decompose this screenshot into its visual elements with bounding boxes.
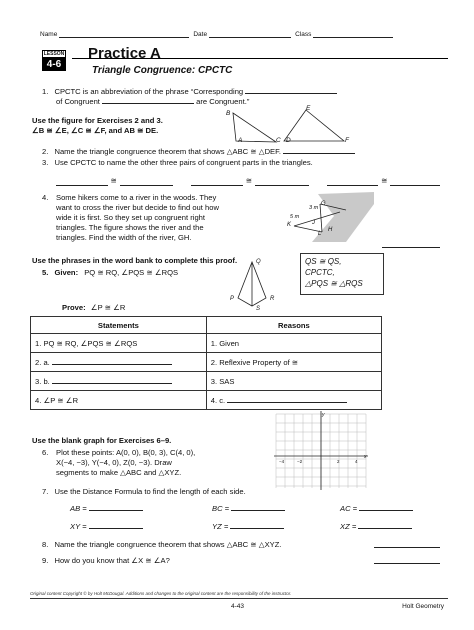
word-bank [300, 253, 384, 295]
statement-cell [31, 372, 207, 391]
question-9 [42, 556, 170, 566]
statements-header: Statements [31, 317, 207, 334]
congruent-symbol: ≅ [245, 176, 253, 185]
dist-xy-blank[interactable] [89, 521, 143, 529]
q3-number: 3. [42, 158, 49, 167]
q4-answer-blank[interactable] [382, 240, 440, 248]
q5-given: PQ ≅ RQ, ∠PQS ≅ ∠RQS [84, 268, 179, 277]
dist-yz [212, 521, 284, 532]
section-2-3-given: ∠B ≅ ∠E, ∠C ≅ ∠F, and AB ≅ DE. [32, 126, 159, 135]
dist-label: AC = [340, 504, 358, 513]
lesson-badge [42, 50, 66, 71]
q4-number: 4. [42, 193, 49, 202]
q4-line: wide it is first. So they set up congruent right [56, 213, 205, 222]
question-4 [42, 193, 48, 203]
q4-text [56, 193, 278, 243]
q2-number: 2. [42, 147, 49, 156]
coordinate-graph[interactable] [270, 408, 370, 492]
dist-bc [212, 503, 285, 514]
question-2 [42, 146, 355, 157]
word-bank-item: △PQS ≅ △RQS [305, 279, 363, 288]
table-row [31, 353, 382, 372]
date-field[interactable] [209, 30, 291, 38]
dist-label: AB = [70, 504, 87, 513]
section-2-3-heading: Use the figure for Exercises 2 and 3. [32, 116, 163, 125]
statement-text: 2. a. [35, 358, 50, 367]
q1-blank-1[interactable] [245, 86, 337, 94]
footer-rule [30, 598, 448, 599]
q4-answer [382, 240, 440, 251]
label-f: F [345, 137, 349, 144]
label-e: E [306, 105, 311, 112]
river-j: J [312, 220, 315, 226]
q3-answer-row [56, 176, 440, 186]
q4-line: Some hikers come to a river in the woods. They [56, 193, 217, 202]
q9-answer-blank[interactable] [374, 556, 440, 564]
q6-line: Plot these points: A(0, 0), B(0, 3), C(4, 0), [56, 448, 196, 457]
name-field[interactable] [59, 30, 189, 38]
dist-yz-blank[interactable] [230, 521, 284, 529]
q5-prove-text: ∠P ≅ ∠R [90, 303, 126, 312]
page-title: Practice A [88, 45, 161, 62]
proof-header-row [31, 317, 382, 334]
q8-text: Name the triangle congruence theorem that shows △ABC ≅ △XYZ. [54, 540, 282, 549]
q5-prove [62, 303, 125, 313]
table-row [31, 391, 382, 410]
dist-xz-blank[interactable] [358, 521, 412, 529]
dist-ac [340, 503, 413, 514]
copyright-note: Original content Copyright © by Holt McDougal. Additions and changes to the original content are the responsibility of the instructor. [30, 591, 292, 596]
q5-prove-label: Prove: [62, 303, 86, 312]
name-label: Name [40, 31, 58, 38]
q4-line: triangles. The figure shows the river and the [56, 223, 204, 232]
page-number: 4-43 [231, 603, 245, 610]
reason-cell [206, 391, 381, 410]
dist-label: YZ = [212, 522, 229, 531]
dist-label: BC = [212, 504, 230, 513]
river-k: K [287, 222, 292, 228]
q3-blank-6[interactable] [390, 178, 440, 186]
kite-q: Q [256, 259, 261, 265]
question-8 [42, 540, 281, 550]
q4-line: want to cross the river but decide to find out how [56, 203, 219, 212]
lesson-number: 4-6 [42, 58, 66, 71]
word-bank-item: QS ≅ QS, [305, 257, 342, 266]
river-l: L [318, 231, 322, 237]
statement-cell: 1. PQ ≅ RQ, ∠PQS ≅ ∠RQS [31, 334, 207, 353]
dist-label: XY = [70, 522, 87, 531]
congruent-symbol: ≅ [381, 176, 388, 185]
q6-number: 6. [42, 448, 49, 457]
q1-text-b: of Congruent [56, 97, 100, 106]
q3-blank-1[interactable] [56, 178, 108, 186]
q8-answer-blank[interactable] [374, 540, 440, 548]
blank-c[interactable] [227, 395, 347, 403]
q3-blank-4[interactable] [255, 178, 309, 186]
reason-cell: 2. Reflexive Property of ≅ [206, 353, 381, 372]
q3-blank-3[interactable] [191, 178, 243, 186]
q6-line: segments to make △ABC and △XYZ. [56, 468, 182, 477]
dist-bc-blank[interactable] [231, 503, 285, 511]
q3-blank-2[interactable] [120, 178, 174, 186]
kite-p: P [230, 296, 235, 302]
dist-xz [340, 521, 412, 532]
x-axis-label: x [364, 454, 367, 460]
word-bank-item: CPCTC, [305, 268, 335, 277]
section-5-heading: Use the phrases in the word bank to complete this proof. [32, 256, 238, 265]
dist-label: XZ = [340, 522, 357, 531]
q3-blank-5[interactable] [327, 178, 379, 186]
q1-number: 1. [42, 87, 49, 96]
tick-label: 4 [355, 459, 358, 464]
congruent-symbol: ≅ [110, 176, 117, 185]
river-h: H [328, 227, 333, 233]
question-7 [42, 487, 246, 497]
dist-ac-blank[interactable] [359, 503, 413, 511]
label-d: D [286, 137, 291, 144]
table-row [31, 372, 382, 391]
blank-b[interactable] [52, 376, 172, 384]
dist-xy [70, 521, 143, 532]
reason-cell: 1. Given [206, 334, 381, 353]
kite-s: S [256, 306, 261, 312]
label-b: B [226, 110, 231, 117]
dist-ab [70, 503, 143, 514]
book-title: Holt Geometry [402, 603, 444, 610]
kite-r: R [270, 296, 275, 302]
statement-cell [31, 353, 207, 372]
y-axis-label: y [322, 412, 325, 418]
class-label: Class [295, 31, 312, 38]
dist-ab-blank[interactable] [89, 503, 143, 511]
q9-answer [374, 556, 440, 567]
section-6-9-heading: Use the blank graph for Exercises 6–9. [32, 436, 172, 445]
river-5m: 5 m [290, 214, 300, 220]
kite-figure [228, 258, 276, 310]
q9-number: 9. [42, 556, 49, 565]
page-subtitle: Triangle Congruence: CPCTC [92, 65, 233, 76]
q5-number: 5. [42, 268, 49, 277]
q2-text: Name the triangle congruence theorem that shows △ABC ≅ △DEF. [54, 147, 282, 156]
statement-text: 3. b. [35, 377, 50, 386]
label-a: A [238, 137, 243, 144]
proof-table [30, 316, 382, 410]
reason-text: 4. c. [210, 396, 226, 405]
table-row [31, 334, 382, 353]
q2-answer[interactable] [283, 146, 355, 154]
reasons-header: Reasons [206, 317, 381, 334]
q8-number: 8. [42, 540, 49, 549]
date-label: Date [193, 31, 208, 38]
label-c: C [276, 137, 281, 144]
q6-text [56, 448, 195, 478]
river-g: G [321, 201, 326, 207]
q7-text: Use the Distance Formula to find the length of each side. [54, 487, 246, 496]
q1-text-a: CPCTC is an abbreviation of the phrase “Corresponding [54, 87, 244, 96]
lesson-label: LESSON [43, 51, 65, 57]
class-field[interactable] [313, 30, 393, 38]
statement-cell: 4. ∠P ≅ ∠R [31, 391, 207, 410]
q5-given-label: Given: [54, 268, 79, 277]
tick-label: −2 [297, 459, 303, 464]
tick-label: −4 [279, 459, 285, 464]
blank-a[interactable] [52, 357, 172, 365]
question-6 [42, 448, 48, 458]
q1-blank-2[interactable] [102, 96, 194, 104]
question-3 [42, 158, 313, 168]
header-fields [40, 30, 444, 38]
river-3m: 3 m [309, 205, 319, 211]
reason-cell: 3. SAS [206, 372, 381, 391]
question-5 [42, 268, 178, 278]
q9-text: How do you know that ∠X ≅ ∠A? [54, 556, 170, 565]
q7-number: 7. [42, 487, 49, 496]
q4-line: triangles. Find the width of the river, GH. [56, 233, 192, 242]
tick-label: 2 [337, 459, 340, 464]
question-1-line-2 [56, 96, 249, 107]
q8-answer [374, 540, 440, 551]
q1-text-c: are Congruent.” [196, 97, 250, 106]
q3-text: Use CPCTC to name the other three pairs of congruent parts in the triangles. [54, 158, 313, 167]
q6-line: X(−4, −3), Y(−4, 0), Z(0, −3). Draw [56, 458, 172, 467]
